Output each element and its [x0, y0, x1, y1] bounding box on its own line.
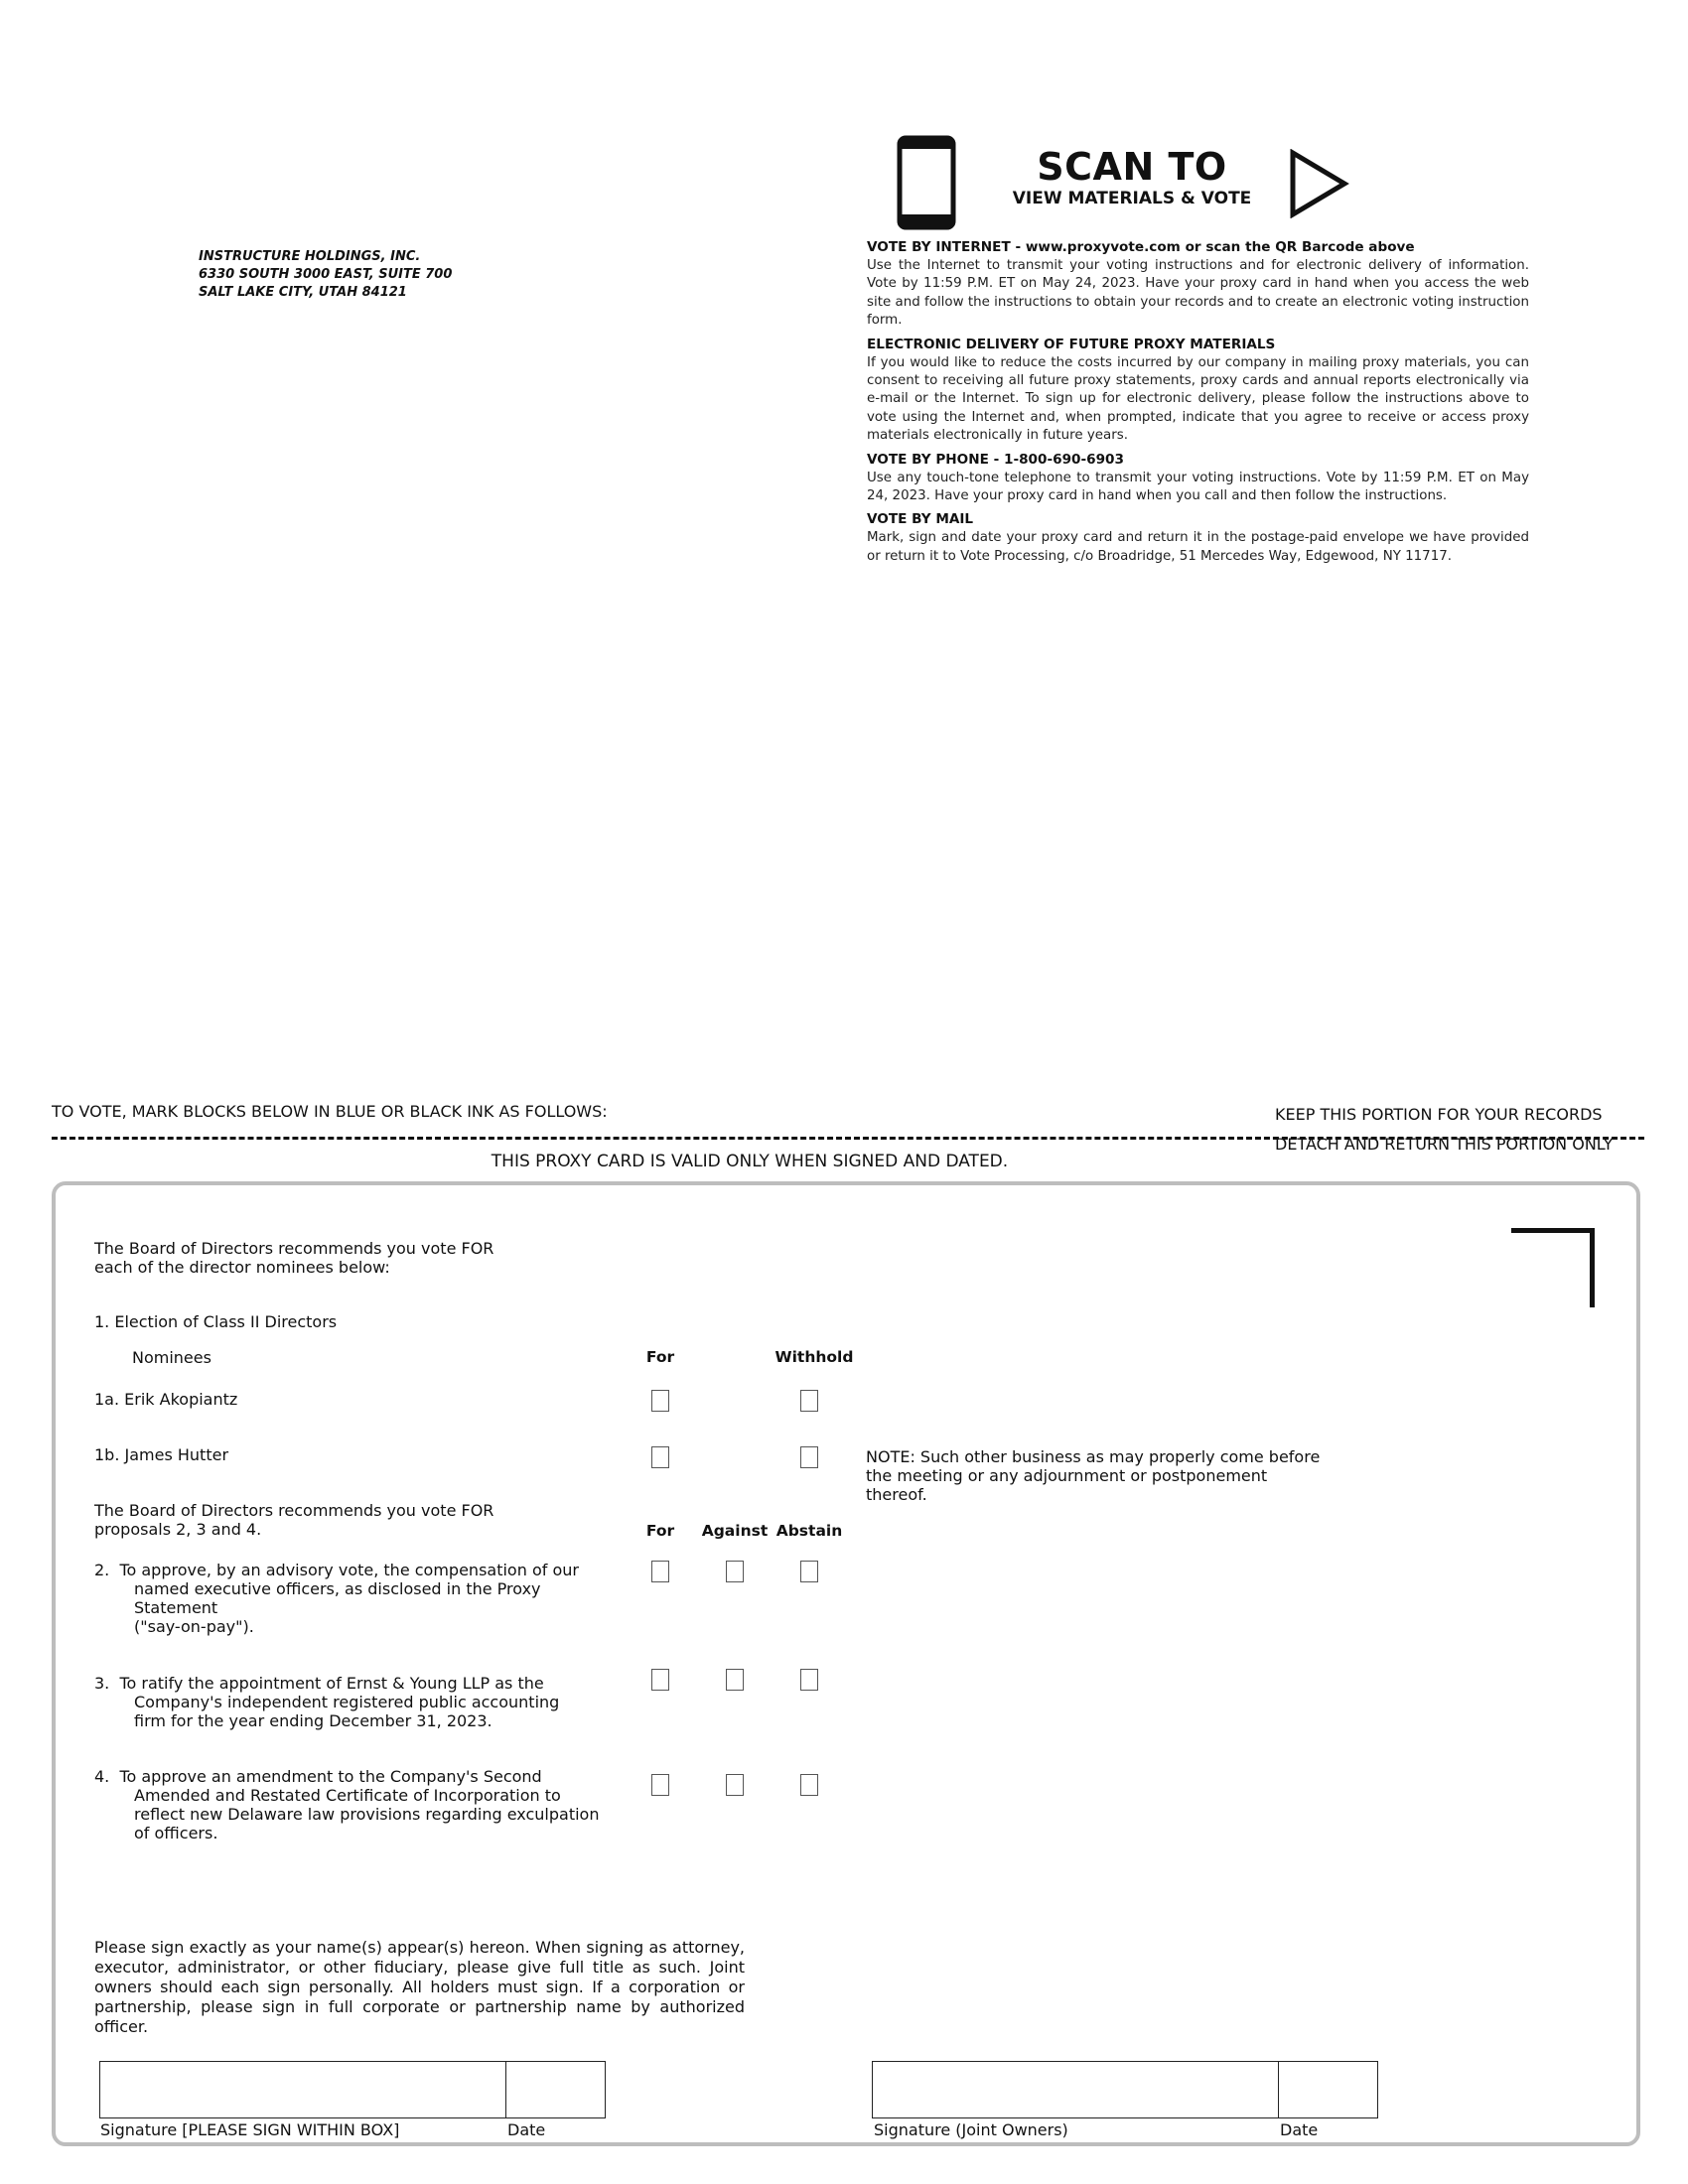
proposal-3-for-checkbox[interactable] [651, 1669, 669, 1691]
electronic-delivery-heading: ELECTRONIC DELIVERY OF FUTURE PROXY MATERIALS [867, 336, 1276, 352]
proposal-2-abstain-checkbox[interactable] [800, 1561, 818, 1582]
col-for-header-2: For [645, 1522, 675, 1540]
proposal-2-for-checkbox[interactable] [651, 1561, 669, 1582]
date-label: Date [507, 2120, 546, 2139]
nominee-1a-for-checkbox[interactable] [651, 1390, 669, 1412]
proposal-4-line-2: Amended and Restated Certificate of Incorporation to [134, 1786, 561, 1805]
board-rec-1-line-1: The Board of Directors recommends you vote FOR [94, 1239, 494, 1258]
proposal-3-number: 3. [94, 1674, 110, 1693]
detach-portion-label: DETACH AND RETURN THIS PORTION ONLY [1275, 1135, 1614, 1154]
nominee-1a: 1a. Erik Akopiantz [94, 1390, 238, 1409]
vote-phone-text: Use any touch-tone telephone to transmit your voting instructions. Vote by 11:59 P.M. ET on May 24, 2023. Have your proxy card in hand when you call and then follow the instructions. [867, 470, 1529, 504]
col-abstain-header: Abstain [775, 1522, 843, 1540]
proposal-4-against-checkbox[interactable] [726, 1774, 744, 1796]
address-line-1: 6330 SOUTH 3000 EAST, SUITE 700 [199, 267, 453, 282]
proposal-4-line-4: of officers. [134, 1824, 218, 1843]
proposal-2-against-checkbox[interactable] [726, 1561, 744, 1582]
col-for-header-1: For [645, 1348, 675, 1366]
board-recommendation-2 [94, 1501, 493, 1539]
electronic-delivery-text: If you would like to reduce the costs incurred by our company in mailing proxy materials, you can consent to receiving all future proxy statements, proxy cards and annual reports electronically via e-mail or the Internet. To sign up for electronic delivery, please follow the instructions above to vote using the Internet and, when prompted, indicate that you agree to receive or access proxy materials electronically in future years. [867, 354, 1529, 444]
to-vote-instruction: TO VOTE, MARK BLOCKS BELOW IN BLUE OR BLACK INK AS FOLLOWS: [52, 1102, 608, 1121]
proposal-2-line-1: To approve, by an advisory vote, the compensation of our [119, 1561, 579, 1579]
nominee-1b: 1b. James Hutter [94, 1445, 229, 1464]
proposal-2 [94, 1561, 631, 1636]
vote-mail-heading: VOTE BY MAIL [867, 511, 974, 528]
play-arrow-icon [1289, 149, 1350, 218]
proposal-3-against-checkbox[interactable] [726, 1669, 744, 1691]
nominees-header: Nominees [132, 1348, 211, 1367]
joint-signature-box[interactable] [872, 2061, 1279, 2118]
proposal-3-line-1: To ratify the appointment of Ernst & Young LLP as the [119, 1674, 544, 1693]
proposal-4 [94, 1767, 650, 1843]
nominee-1b-withhold-checkbox[interactable] [800, 1446, 818, 1468]
joint-date-box[interactable] [1278, 2061, 1378, 2118]
proposal-3-abstain-checkbox[interactable] [800, 1669, 818, 1691]
vote-internet-text: Use the Internet to transmit your voting instructions and for electronic delivery of information. Vote by 11:59 P.M. ET on May 24, 2023. Have your proxy card in hand when you access the web site and follow the instructions to obtain your records and to create an electronic voting instruction form. [867, 258, 1529, 329]
proposal-4-number: 4. [94, 1767, 110, 1786]
proposal-2-line-3: Statement [134, 1598, 218, 1617]
proposal-4-abstain-checkbox[interactable] [800, 1774, 818, 1796]
vote-mail-text: Mark, sign and date your proxy card and return it in the postage-paid envelope we have provided or return it to Vote Processing, c/o Broadridge, 51 Mercedes Way, Edgewood, NY 11717. [867, 530, 1529, 564]
proposal-3-line-3: firm for the year ending December 31, 2023. [134, 1711, 492, 1730]
board-rec-2-line-1: The Board of Directors recommends you vote FOR [94, 1501, 494, 1520]
nominee-1b-for-checkbox[interactable] [651, 1446, 669, 1468]
nominee-1a-withhold-checkbox[interactable] [800, 1390, 818, 1412]
col-against-header: Against [701, 1522, 769, 1540]
scan-title: SCAN TO [1037, 145, 1227, 189]
proposal-1-title: 1. Election of Class II Directors [94, 1312, 338, 1331]
vote-internet-heading: VOTE BY INTERNET - www.proxyvote.com or scan the QR Barcode above [867, 239, 1415, 255]
company-name: INSTRUCTURE HOLDINGS, INC. [199, 249, 421, 264]
keep-portion-label: KEEP THIS PORTION FOR YOUR RECORDS [1275, 1105, 1603, 1124]
signing-instructions: Please sign exactly as your name(s) appear(s) hereon. When signing as attorney, executor, administrator, or other fiduciary, please give full title as such. Joint owners should each sign personally. All holders must sign. If a corporation or partnership, please sign in full corporate or partnership name by authorized officer. [94, 1938, 745, 2036]
board-rec-1-line-2: each of the director nominees below: [94, 1258, 390, 1277]
scan-subtitle: VIEW MATERIALS & VOTE [1012, 189, 1252, 208]
proposal-4-line-3: reflect new Delaware law provisions regarding exculpation [134, 1805, 600, 1824]
joint-signature-label: Signature (Joint Owners) [874, 2120, 1068, 2139]
voting-instructions [867, 238, 1529, 571]
col-withhold-header: Withhold [774, 1348, 854, 1366]
corner-mark [1511, 1228, 1595, 1307]
address-line-2: SALT LAKE CITY, UTAH 84121 [199, 285, 407, 300]
proposal-3 [94, 1674, 631, 1730]
proposal-3-line-2: Company's independent registered public accounting [134, 1693, 560, 1711]
valid-notice: THIS PROXY CARD IS VALID ONLY WHEN SIGNED AND DATED. [491, 1152, 1009, 1171]
signature-label: Signature [PLEASE SIGN WITHIN BOX] [100, 2120, 400, 2139]
note-text: NOTE: Such other business as may properly come before the meeting or any adjournment or postponement thereof. [866, 1447, 1321, 1504]
joint-date-label: Date [1280, 2120, 1319, 2139]
vote-phone-heading: VOTE BY PHONE - 1-800-690-6903 [867, 451, 1124, 468]
board-recommendation-1 [94, 1239, 493, 1277]
proposal-2-line-2: named executive officers, as disclosed in the Proxy [134, 1579, 541, 1598]
signature-box[interactable] [99, 2061, 506, 2118]
proposal-4-for-checkbox[interactable] [651, 1774, 669, 1796]
proposal-2-number: 2. [94, 1561, 110, 1579]
proposal-2-line-4: ("say-on-pay"). [134, 1617, 254, 1636]
board-rec-2-line-2: proposals 2, 3 and 4. [94, 1520, 262, 1539]
proposal-4-line-1: To approve an amendment to the Company's Second [119, 1767, 542, 1786]
date-box[interactable] [505, 2061, 606, 2118]
smartphone-icon [897, 135, 956, 230]
company-address [199, 248, 452, 302]
